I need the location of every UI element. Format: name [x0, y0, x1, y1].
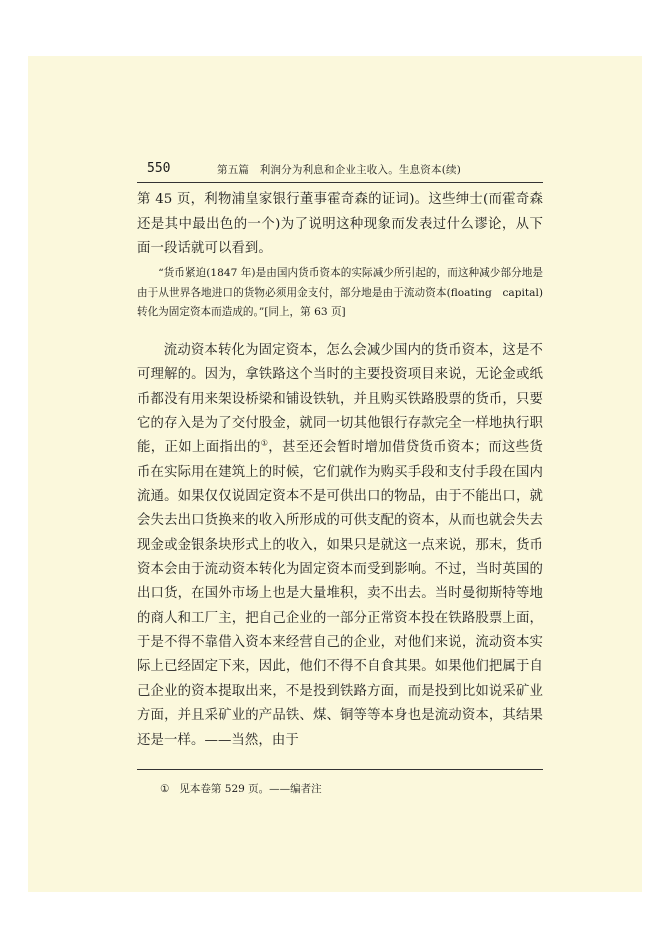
- main-paragraph: [137, 339, 543, 753]
- header-rule: [137, 182, 543, 183]
- footnote-mark: ①: [160, 783, 170, 795]
- main-text-part2: ，甚至还会暂时增加借贷货币资本；而这些货币在实际用在建筑上的时候，它们就作为购买手段和支付手段在国内流通。如果仅仅说固定资本不是可供出口的物品，由于不能出口，就会失去出口货换来的收入所形成的可供支配的资本，从而也就会失去现金或金银条块形式上的收入，如果只是就这一点来说，那末，货币资本会由于流动资本转化为固定资本而受到影响。不过，当时英国的出口货，在国外市场上也是大量堆积，卖不出去。当时曼彻斯特等地的商人和工厂主，把自己企业的一部分正常资本投在铁路股票上面，于是不得不靠借入资本来经营自己的企业，对他们来说，流动资本实际上已经固定下来，因此，他们不得不自食其果。如果他们把属于自己企业的资本提取出来，不是投到铁路方面，而是投到比如说采矿业方面，并且采矿业的产品铁、煤、铜等等本身也是流动资本，其结果还是一样。——当然，由于: [137, 440, 543, 748]
- running-head: 第五篇 利润分为利息和企业主收入。生息资本(续): [217, 164, 461, 176]
- page-number: 550: [147, 161, 171, 176]
- footnote-reference[interactable]: ①: [260, 438, 269, 448]
- main-text-part1: 流动资本转化为固定资本，怎么会减少国内的货币资本，这是不可理解的。因为，拿铁路这个当时的主要投资项目来说，无论金或纸币都没有用来架设桥梁和铺设铁轨，并且购买铁路股票的货币，只要它的存入是为了交付股金，就同一切其他银行存款完全一样地执行职能，正如上面指出的: [137, 343, 543, 456]
- continuation-paragraph: [137, 188, 543, 262]
- continuation-text: 第 45 页，利物浦皇家银行董事霍奇森的证词)。这些绅士(而霍奇森还是其中最出色的一个)为了说明这种现象而发表过什么谬论，从下面一段话就可以看到。: [137, 192, 543, 257]
- footnote-text: 见本卷第 529 页。——编者注: [179, 783, 322, 795]
- page-header: [137, 161, 543, 183]
- footnote: [160, 781, 322, 796]
- block-quote: “货币紧迫(1847 年)是由国内货币资本的实际减少所引起的，而这种减少部分地是由于从世界各地进口的货物必须用金支付，部分地是由于流动资本(floating capital)转化为固定资本而造成的。”[同上，第 63 页]: [137, 267, 543, 318]
- footnote-rule: [137, 769, 543, 770]
